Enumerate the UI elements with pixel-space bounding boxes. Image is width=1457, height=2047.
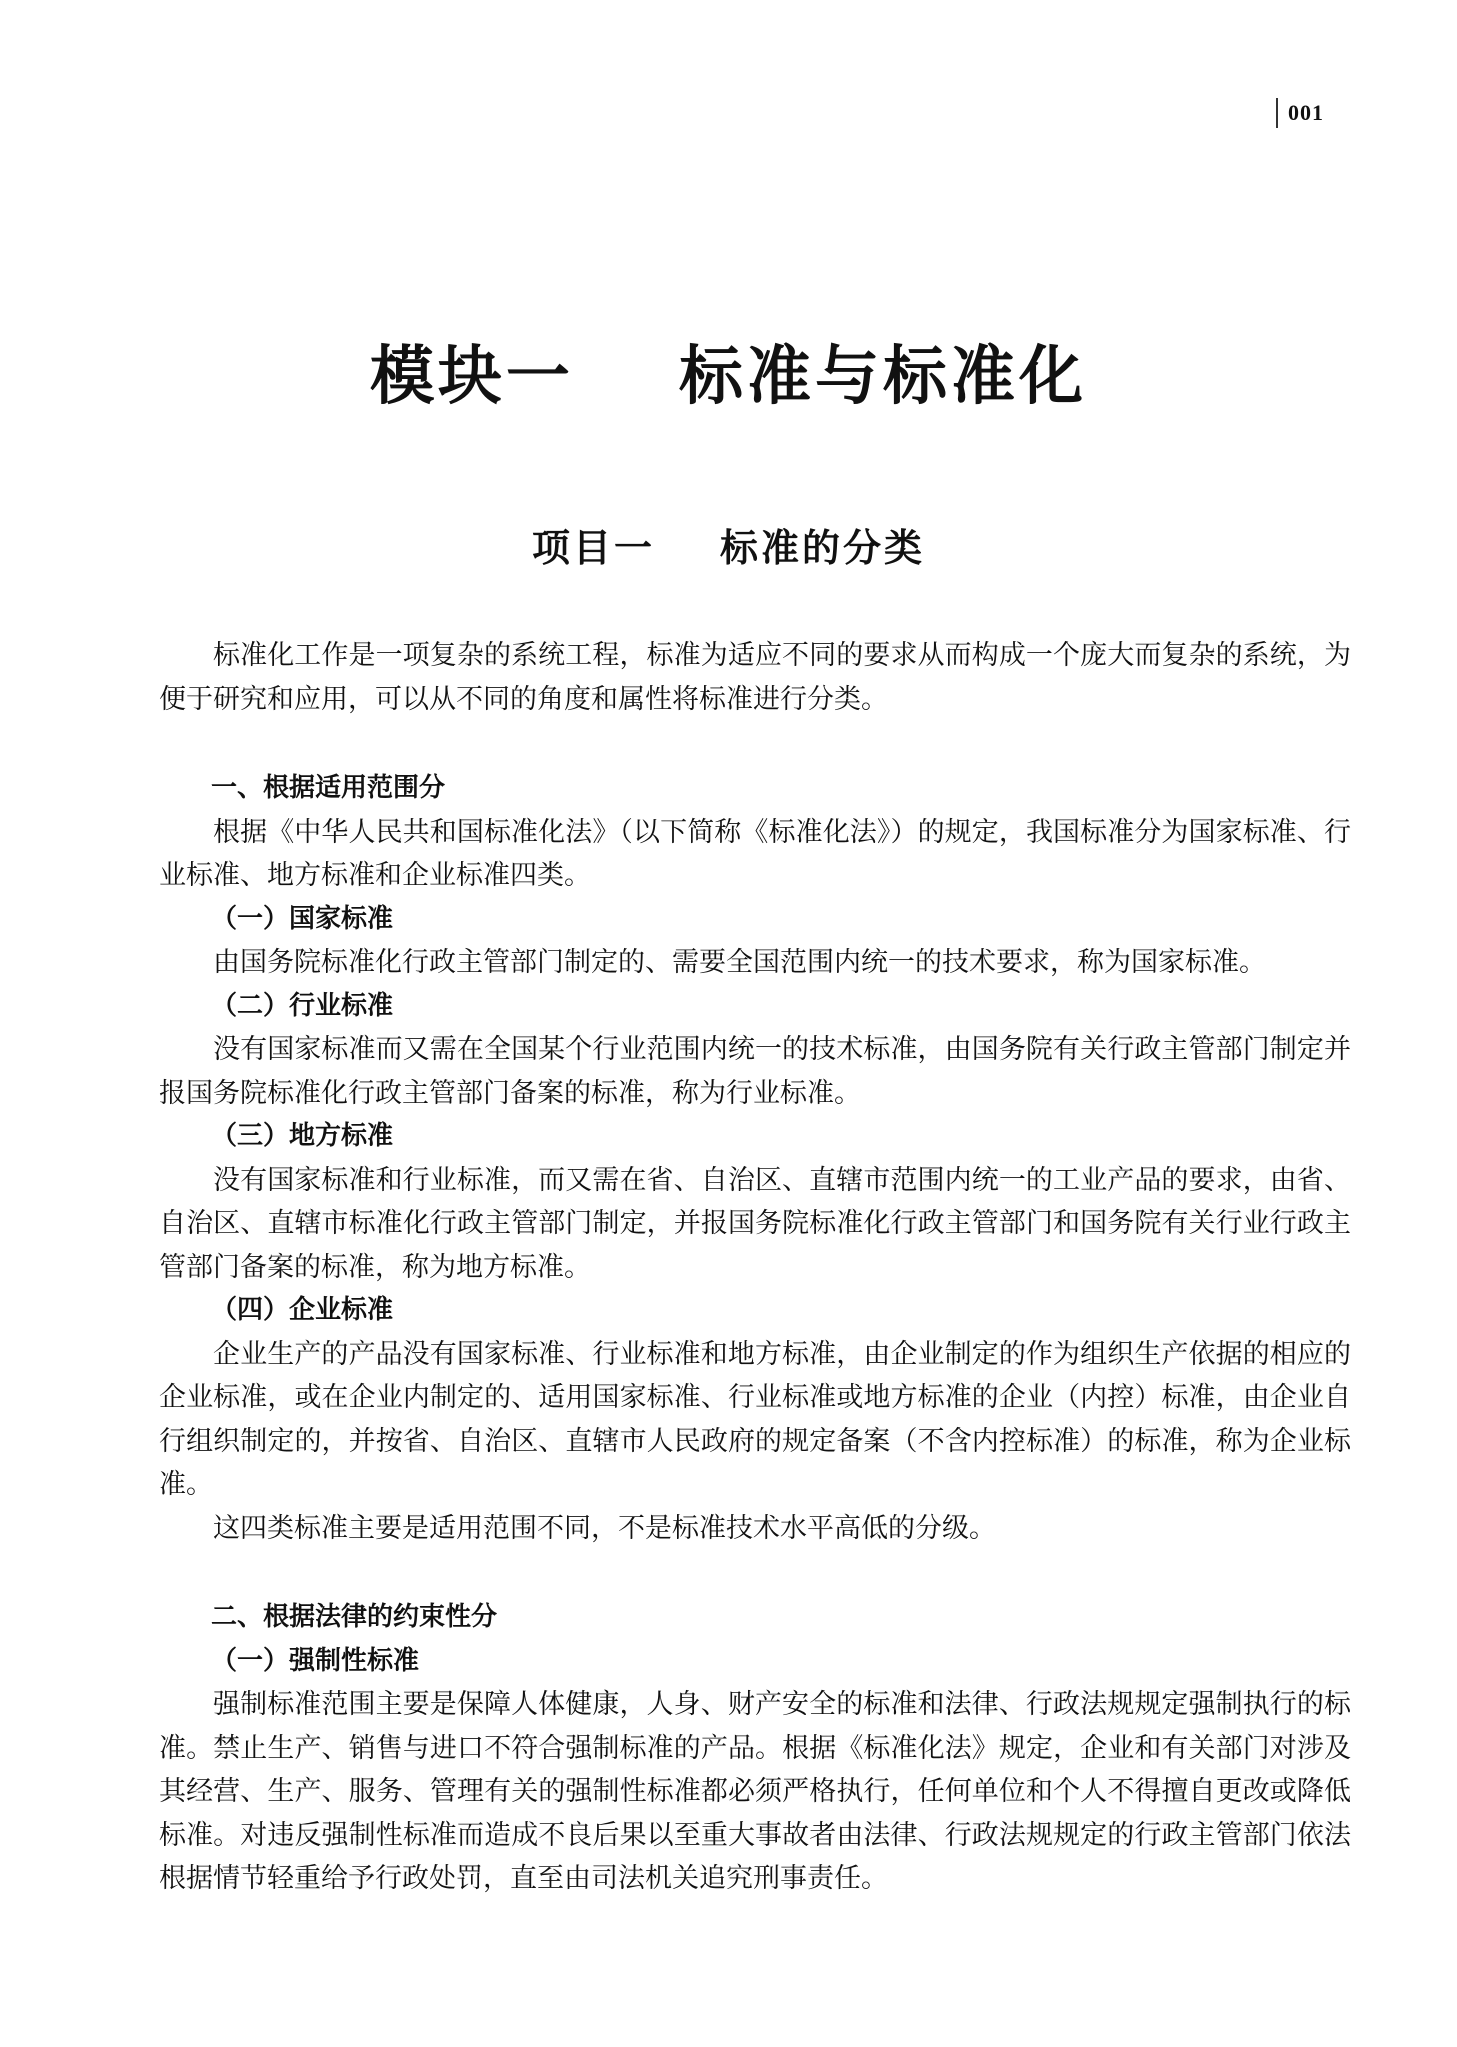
- paragraph: 由国务院标准化行政主管部门制定的、需要全国范围内统一的技术要求，称为国家标准。: [213, 947, 1266, 978]
- paragraph: 没有国家标准和行业标准，而又需在省、自治区、直辖市范围内统一的工业产品的要求，由省、自治区、直辖市标准化行政主管部门制定，并报国务院标准化行政主管部门和国务院有关行业行政主管部门备案的标准，称为地方标准。: [159, 1164, 1351, 1283]
- module-title: 模块一 标准与标准化: [369, 339, 1088, 414]
- body-content: [159, 634, 1351, 1901]
- subsection-heading: （三）地方标准: [211, 1121, 394, 1151]
- section-heading: 一、根据适用范围分: [211, 773, 446, 803]
- paragraph: 没有国家标准而又需在全国某个行业范围内统一的技术标准，由国务院有关行政主管部门制定并报国务院标准化行政主管部门备案的标准，称为行业标准。: [159, 1034, 1351, 1109]
- subsection-heading: （一）强制性标准: [211, 1645, 420, 1676]
- subsection-heading: （二）行业标准: [211, 990, 394, 1021]
- paragraph: 这四类标准主要是适用范围不同，不是标准技术水平高低的分级。: [213, 1512, 996, 1544]
- subsection-heading: （一）国家标准: [211, 903, 394, 934]
- intro-paragraph: 标准化工作是一项复杂的系统工程，标准为适应不同的要求从而构成一个庞大而复杂的系统，为便于研究和应用，可以从不同的角度和属性将标准进行分类。: [159, 640, 1351, 715]
- section-heading: 二、根据法律的约束性分: [211, 1602, 498, 1632]
- page-number-divider: [1276, 98, 1278, 128]
- paragraph: 强制标准范围主要是保障人体健康，人身、财产安全的标准和法律、行政法规规定强制执行的标准。禁止生产、销售与进口不符合强制标准的产品。根据《标准化法》规定，企业和有关部门对涉及其经营、生产、服务、管理有关的强制性标准都必须严格执行，任何单位和个人不得擅自更改或降低标准。对违反强制性标准而造成不良后果以至重大事故者由法律、行政法规规定的行政主管部门依法根据情节轻重给予行政处罚，直至由司法机关追究刑事责任。: [159, 1689, 1351, 1894]
- project-title: 项目一 标准的分类: [532, 526, 925, 570]
- subsection-heading: （四）企业标准: [211, 1295, 394, 1325]
- paragraph: 根据《中华人民共和国标准化法》（以下简称《标准化法》）的规定，我国标准分为国家标准、行业标准、地方标准和企业标准四类。: [159, 816, 1351, 891]
- paragraph: 企业生产的产品没有国家标准、行业标准和地方标准，由企业制定的作为组织生产依据的相应的企业标准，或在企业内制定的、适用国家标准、行业标准或地方标准的企业（内控）标准，由企业自行组织制定的，并按省、自治区、直辖市人民政府的规定备案（不含内控标准）的标准，称为企业标准。: [159, 1338, 1351, 1500]
- page-number: 001: [1288, 100, 1324, 125]
